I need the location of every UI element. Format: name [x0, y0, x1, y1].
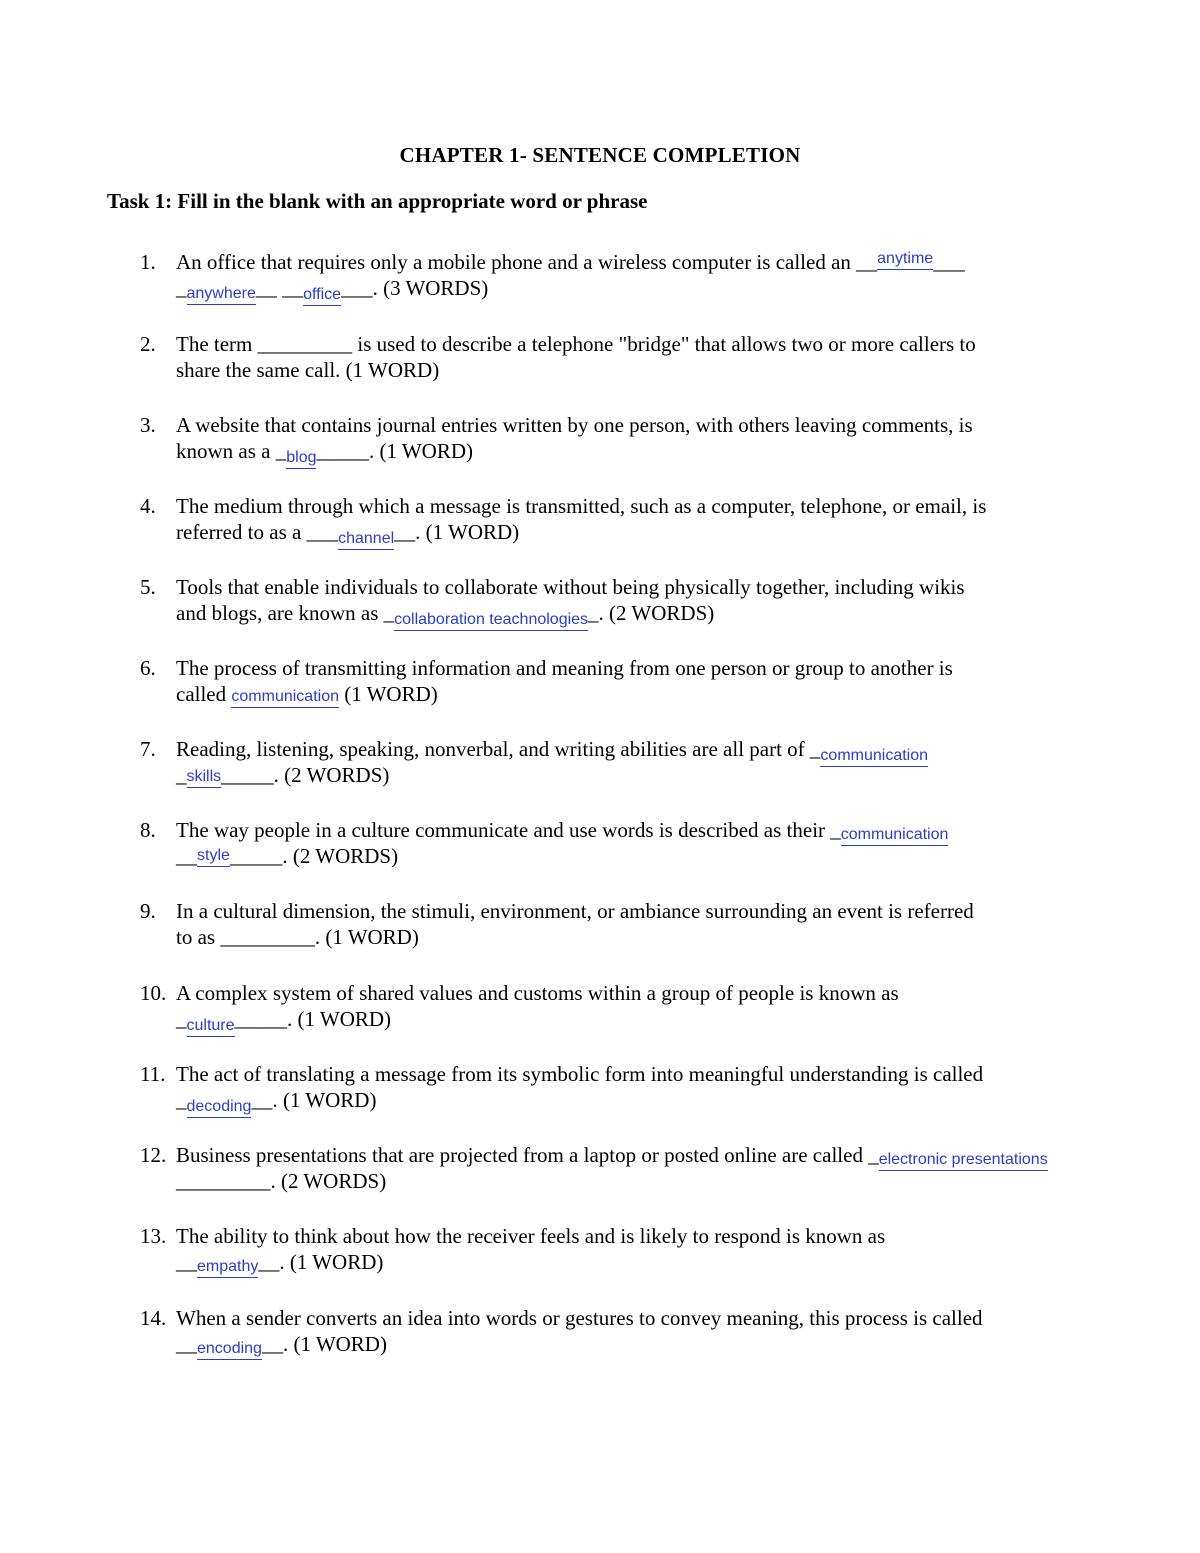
item-number: 13.: [140, 1224, 167, 1248]
question-text: Business presentations that are projected from a laptop or posted online are called _: [176, 1143, 879, 1167]
blank: _: [176, 276, 187, 300]
question-text: __. (1 WORD): [258, 1250, 384, 1274]
question-text: In a cultural dimension, the stimuli, environment, or ambiance surrounding an event is referred: [176, 899, 974, 923]
question-text: An office that requires only a mobile phone and a wireless computer is called an __: [176, 250, 878, 274]
task-heading: Task 1: Fill in the blank with an appropriate word or phrase: [107, 189, 648, 213]
blank: ___: [933, 250, 965, 274]
blank: __: [176, 844, 197, 868]
question-text: to as _________. (1 WORD): [176, 925, 419, 949]
answer-text: office: [303, 286, 342, 303]
blank: __: [176, 1332, 197, 1356]
answer-text: skills: [186, 768, 222, 785]
item-number: 7.: [140, 737, 156, 761]
answer-text: collaboration teachnologies: [394, 611, 589, 628]
question-text: _. (2 WORDS): [588, 601, 715, 625]
question-text: __. (1 WORD): [261, 1332, 387, 1356]
question-text: A complex system of shared values and customs within a group of people is known as: [176, 981, 899, 1005]
answer-text: communication: [231, 688, 339, 705]
question-text: The act of translating a message from its symbolic form into meaningful understanding is called: [176, 1062, 984, 1086]
question-text: The process of transmitting information and meaning from one person or group to another is: [176, 656, 953, 680]
answer-text: electronic presentations: [878, 1151, 1048, 1168]
question-text: known as a _: [176, 439, 287, 463]
question-text: __. (1 WORD): [251, 1088, 377, 1112]
question-text: _____. (2 WORDS): [229, 844, 399, 868]
answer-text: channel: [338, 530, 395, 547]
question-text: (1 WORD): [339, 682, 438, 706]
question-text: Reading, listening, speaking, nonverbal, and writing abilities are all part of _: [176, 737, 821, 761]
answer-text: empathy: [197, 1258, 259, 1275]
question-text: The term _________ is used to describe a telephone "bridge" that allows two or more callers to: [176, 332, 976, 356]
question-text: called: [176, 682, 232, 706]
question-text: and blogs, are known as _: [176, 601, 395, 625]
question-text: A website that contains journal entries written by one person, with others leaving comments, is: [176, 413, 973, 437]
item-number: 11.: [140, 1062, 166, 1086]
answer-text: anytime: [877, 250, 934, 267]
question-text: ___. (3 WORDS): [341, 276, 489, 300]
item-number: 2.: [140, 332, 156, 356]
question-text: _____. (2 WORDS): [221, 763, 390, 787]
blank: __ __: [255, 276, 304, 300]
question-text: The ability to think about how the receiver feels and is likely to respond is known as: [176, 1224, 886, 1248]
item-number: 1.: [140, 250, 156, 274]
answer-text: communication: [820, 747, 929, 764]
item-number: 10.: [140, 981, 167, 1005]
answer-text: communication: [840, 826, 949, 843]
blank: _: [176, 763, 187, 787]
item-number: 3.: [140, 413, 156, 437]
answer-text: blog: [286, 449, 317, 466]
blank: __: [176, 1250, 197, 1274]
answer-text: culture: [186, 1017, 235, 1034]
blank: _: [176, 1088, 187, 1112]
question-text: _____. (1 WORD): [316, 439, 473, 463]
question-text: When a sender converts an idea into words or gestures to convey meaning, this process is called: [176, 1306, 983, 1330]
question-text: _____. (1 WORD): [234, 1007, 392, 1031]
item-number: 14.: [140, 1306, 167, 1330]
answer-text: decoding: [186, 1098, 252, 1115]
answer-text: encoding: [197, 1340, 262, 1357]
question-text: Tools that enable individuals to collaborate without being physically together, including wikis: [176, 575, 965, 599]
question-text: referred to as a ___: [176, 520, 339, 544]
blank: _: [176, 1007, 187, 1031]
question-text: _________. (2 WORDS): [176, 1169, 387, 1193]
page-title: CHAPTER 1- SENTENCE COMPLETION: [399, 143, 801, 167]
question-text: The medium through which a message is transmitted, such as a computer, telephone, or email, is: [176, 494, 987, 518]
item-number: 12.: [140, 1143, 167, 1167]
question-text: The way people in a culture communicate and use words is described as their _: [176, 818, 841, 842]
question-text: share the same call. (1 WORD): [176, 358, 440, 382]
question-text: __. (1 WORD): [394, 520, 520, 544]
item-number: 6.: [140, 656, 156, 680]
answer-text: anywhere: [186, 285, 256, 302]
item-number: 9.: [140, 899, 156, 923]
item-number: 4.: [140, 494, 156, 518]
item-number: 8.: [140, 818, 156, 842]
answer-text: style: [197, 847, 230, 864]
item-number: 5.: [140, 575, 156, 599]
